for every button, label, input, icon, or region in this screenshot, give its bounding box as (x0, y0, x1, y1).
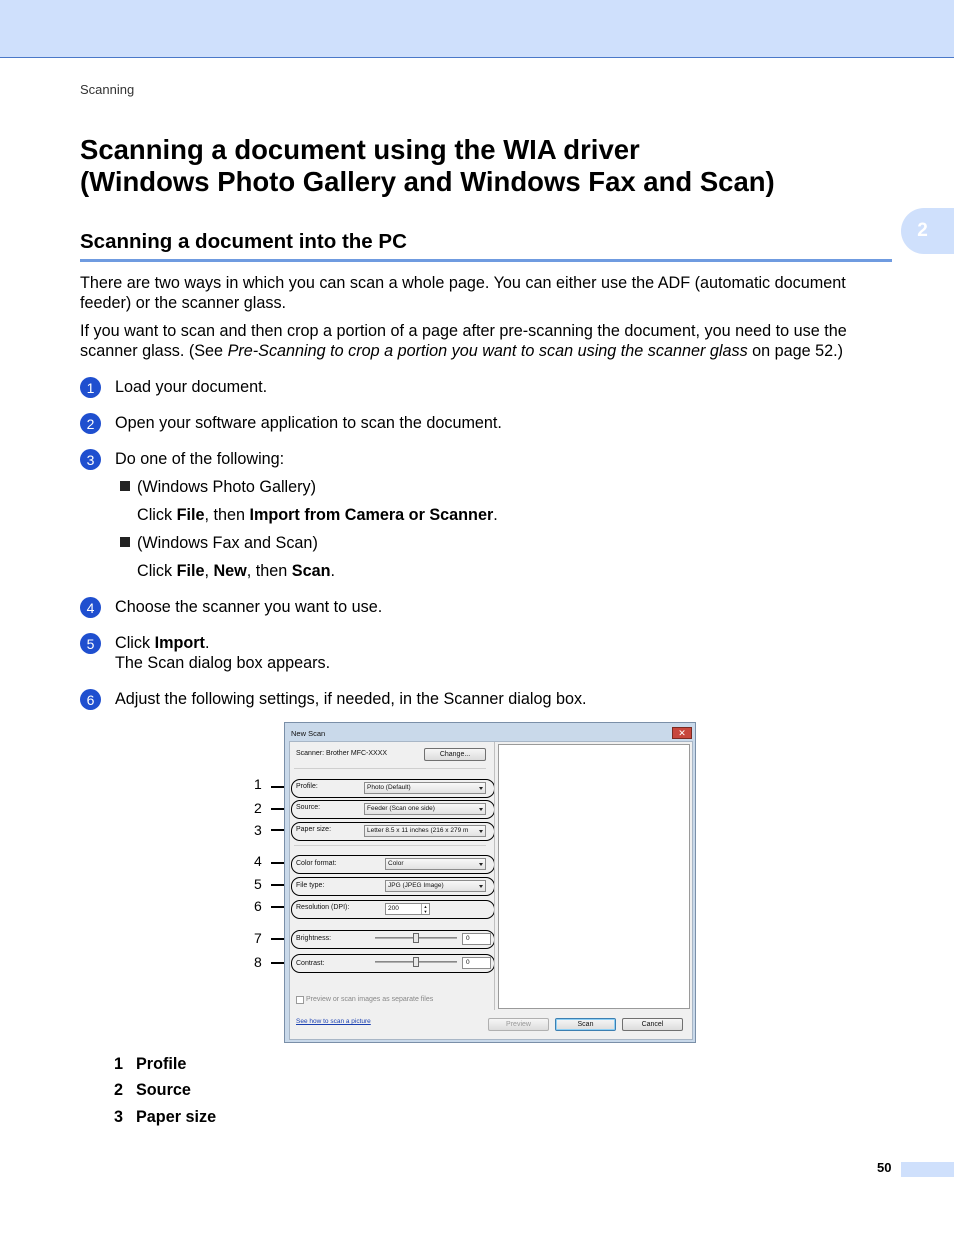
dialog-body (289, 741, 693, 1040)
help-link[interactable]: See how to scan a picture (296, 1018, 371, 1025)
step-text: Load your document. (115, 378, 268, 396)
bullet-square-icon (120, 537, 130, 547)
section-rule (80, 259, 892, 262)
chevron-down-icon (479, 808, 483, 811)
chapter-tab: 2 (901, 208, 954, 254)
callout-1: 1 (254, 776, 262, 792)
step-number: 3 (80, 449, 101, 470)
brightness-slider-handle[interactable] (413, 933, 419, 943)
crop-paragraph: If you want to scan and then crop a portion of a page after pre-scanning the document, you need to use the scanner glass. (See Pre-Scanning to crop a portion you want to scan using the scanner glass on page 52.) (80, 322, 847, 360)
spin-down-icon[interactable]: ▼ (421, 909, 429, 914)
separate-files-label: Preview or scan images as separate files (306, 996, 434, 1003)
cross-reference: Pre-Scanning to crop a portion you want to scan using the scanner glass (227, 342, 748, 360)
chevron-down-icon (479, 863, 483, 866)
legend-item: 2 Source (114, 1081, 191, 1099)
source-label: Source: (296, 804, 321, 811)
step-number: 6 (80, 689, 101, 710)
legend-item: 1 Profile (114, 1055, 187, 1073)
paper-size-dropdown[interactable]: Letter 8.5 x 11 inches (216 x 279 m (364, 825, 486, 837)
callout-5: 5 (254, 876, 262, 892)
callout-3: 3 (254, 822, 262, 838)
brightness-label: Brightness: (296, 935, 332, 942)
scan-button[interactable]: Scan (555, 1018, 616, 1031)
bullet-square-icon (120, 481, 130, 491)
callout-2: 2 (254, 800, 262, 816)
intro-paragraph: There are two ways in which you can scan a whole page. You can either use the ADF (automatic document feeder) or the scanner glass. (80, 274, 846, 312)
step-text: Adjust the following settings, if needed, in the Scanner dialog box. (115, 690, 587, 708)
contrast-value[interactable]: 0 (462, 957, 491, 969)
step-number: 4 (80, 597, 101, 618)
option-fax-scan-instruction: Click File, New, then Scan. (137, 562, 335, 580)
step-number: 2 (80, 413, 101, 434)
step-text: Click Import. The Scan dialog box appears. (115, 634, 331, 672)
step-text: Open your software application to scan the document. (115, 414, 502, 432)
step-number: 1 (80, 377, 101, 398)
preview-area (498, 744, 690, 1009)
title-line-1: Scanning a document using the WIA driver (80, 134, 640, 165)
callout-6: 6 (254, 898, 262, 914)
page-title (80, 134, 775, 198)
profile-label: Profile: (296, 783, 318, 790)
color-format-dropdown[interactable]: Color (385, 858, 486, 870)
section-heading: Scanning a document into the PC (80, 230, 407, 253)
scanner-label: Scanner: Brother MFC-XXXX (296, 750, 388, 757)
change-button[interactable]: Change... (424, 748, 486, 761)
page-tab (901, 1162, 954, 1177)
title-line-2: (Windows Photo Gallery and Windows Fax and Scan) (80, 166, 775, 197)
header-band (0, 0, 954, 58)
divider (294, 768, 486, 769)
paper-size-label: Paper size: (296, 826, 332, 833)
option-photo-gallery-instruction: Click File, then Import from Camera or Scanner. (137, 506, 498, 524)
resolution-stepper[interactable]: 200 ▲ ▼ (385, 903, 430, 915)
contrast-slider-handle[interactable] (413, 957, 419, 967)
source-dropdown[interactable]: Feeder (Scan one side) (364, 803, 486, 815)
callout-8: 8 (254, 954, 262, 970)
chevron-down-icon (479, 787, 483, 790)
option-photo-gallery: (Windows Photo Gallery) (120, 477, 316, 497)
file-type-label: File type: (296, 882, 325, 889)
profile-dropdown[interactable]: Photo (Default) (364, 782, 486, 794)
close-icon[interactable]: ✕ (672, 727, 692, 739)
running-head: Scanning (80, 82, 135, 97)
option-fax-scan: (Windows Fax and Scan) (120, 533, 318, 553)
step-number: 5 (80, 633, 101, 654)
chevron-down-icon (479, 885, 483, 888)
pane-divider (494, 742, 495, 1010)
callout-4: 4 (254, 853, 262, 869)
legend-item: 3 Paper size (114, 1108, 217, 1126)
page-number: 50 (877, 1160, 892, 1175)
contrast-label: Contrast: (296, 960, 325, 967)
preview-button[interactable]: Preview (488, 1018, 549, 1031)
resolution-label: Resolution (DPI): (296, 904, 350, 911)
file-type-dropdown[interactable]: JPG (JPEG Image) (385, 880, 486, 892)
cancel-button[interactable]: Cancel (622, 1018, 683, 1031)
color-format-label: Color format: (296, 860, 337, 867)
callout-7: 7 (254, 930, 262, 946)
separate-files-checkbox[interactable] (296, 996, 304, 1004)
chevron-down-icon (479, 830, 483, 833)
step-5-result: The Scan dialog box appears. (115, 654, 331, 672)
dialog-title: New Scan (291, 729, 326, 738)
step-text: Do one of the following: (115, 450, 285, 468)
new-scan-dialog (284, 722, 696, 1043)
divider (294, 845, 486, 846)
spin-up-icon[interactable]: ▲ (421, 904, 429, 909)
step-text: Choose the scanner you want to use. (115, 598, 383, 616)
brightness-value[interactable]: 0 (462, 933, 491, 945)
